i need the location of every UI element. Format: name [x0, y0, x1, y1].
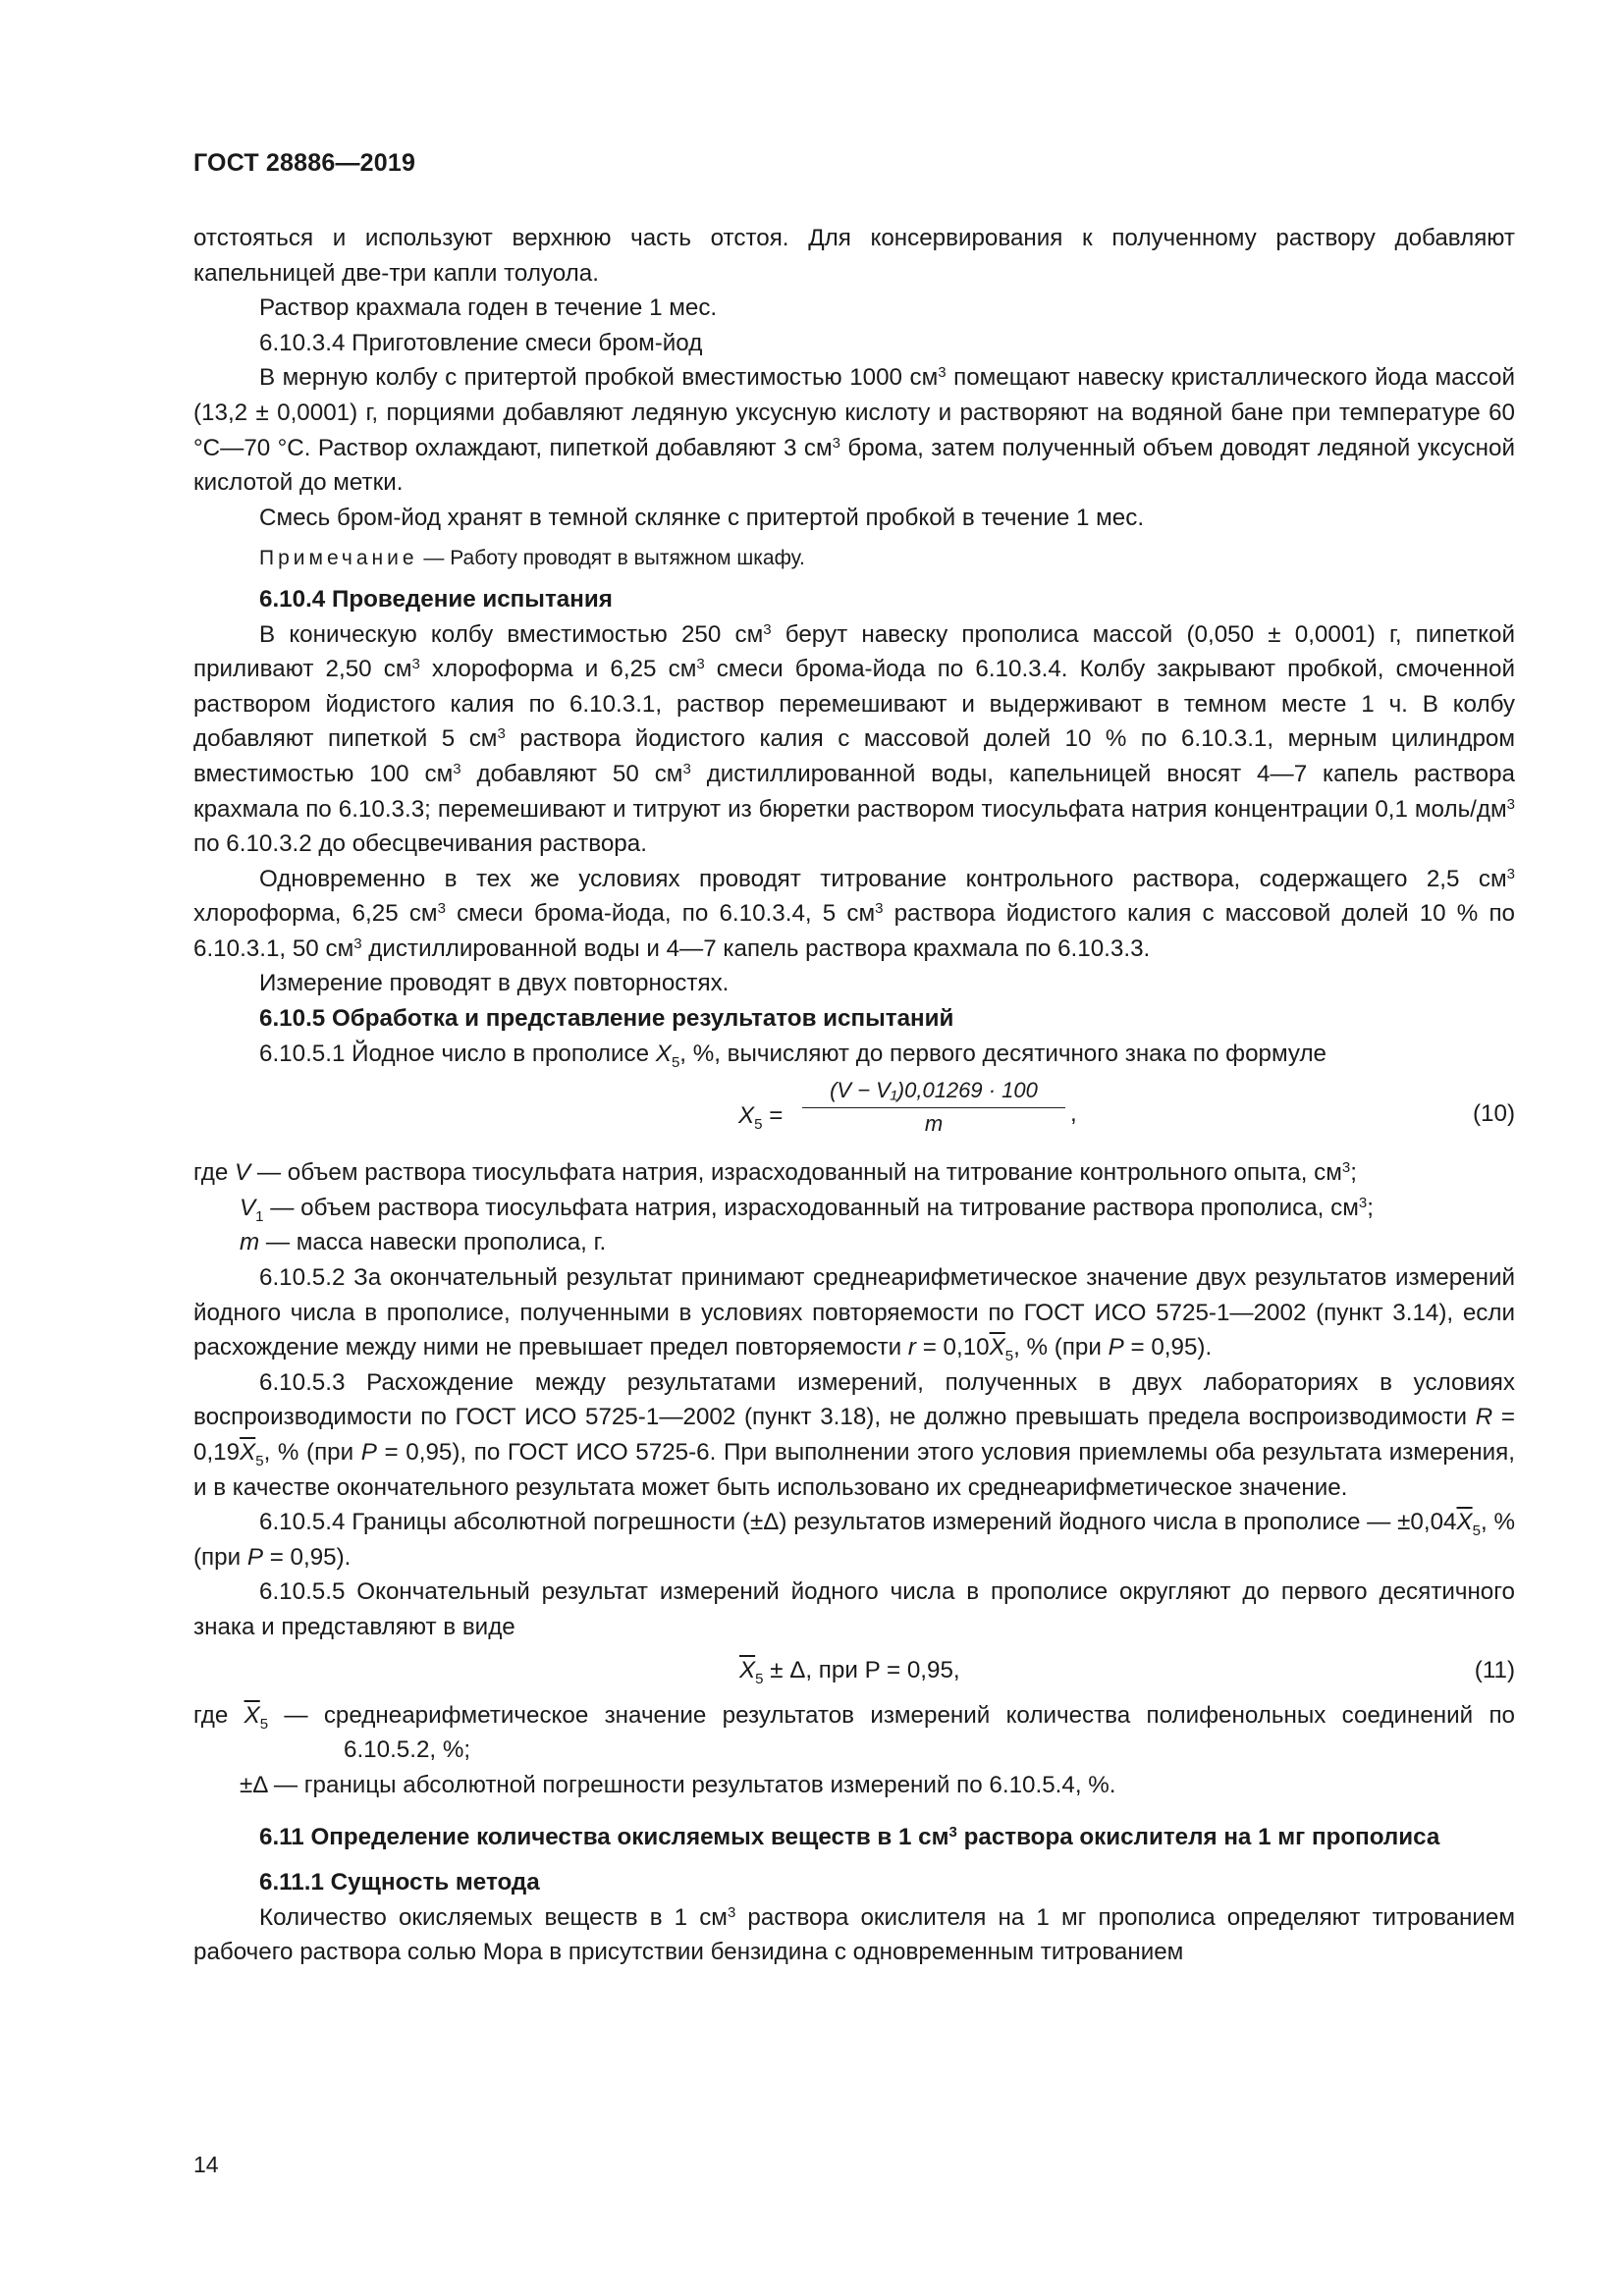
formula-number: (11) [1474, 1656, 1515, 1683]
paragraph: Одновременно в тех же условиях проводят титрование контрольного раствора, содержащего 2,5 $см^3$ хлороформа, 6,25 $см^3$ смеси брома-йода, по 6.10.3.4, 5 $см^3$ раствора йодистого калия с массовой долей 10 % по 6.10.3.1, 50 $см^3$ дистиллированной воды и 4—7 капель раствора крахмала по 6.10.3.3. [193, 865, 1516, 962]
paragraph: 6.10.5.3 Расхождение между результатами измерений, полученных в двух лабораториях в условиях воспроизводимости по ГОСТ ИСО 5725-1—2002 (пункт 3.18), не должно превышать предела воспроизводимости $R = 0,19\overline{X}_5$, % (при P = 0,95), по ГОСТ ИСО 5725-6. При выполнении этого условия приемлемы оба результата измерения, и в качестве окончательного результата может быть использовано их среднеарифметическое значение. [193, 1368, 1515, 1501]
where-clause: $V_1$ — объем раствора тиосульфата натрия, израсходованный на титрование раствора прополиса, $см^3$; [240, 1194, 1374, 1225]
section-heading: 6.10.4 Проведение испытания [259, 585, 613, 613]
where-clause: где V — объем раствора тиосульфата натрия, израсходованный на титрование контрольного опыта, $см^3$; [193, 1159, 1357, 1187]
formula-expression: $\overline{X}_5 \pm \Delta$, при P = 0,95, [739, 1656, 960, 1687]
paragraph: 6.10.5.2 За окончательный результат принимают среднеарифметическое значение двух результатов измерений йодного числа в прополисе, полученными в условиях повторяемости по ГОСТ ИСО 5725-1—2002 (пункт 3.14), если расхождение между ними не превышает предел повторяемости $r = 0,10\overline{X}_5$, % (при P = 0,95). [193, 1264, 1515, 1365]
paragraph: Количество окисляемых веществ в 1 $см^3$ раствора окислителя на 1 мг прополиса определяют титрованием рабочего раствора солью Мора в присутствии бензидина с одновременным титрованием [193, 1903, 1516, 1966]
where-clause: где $\overline{X}_5$ — среднеарифметическое значение результатов измерений количества полифенольных соединений по 6.10.5.2, %; [193, 1701, 1515, 1764]
note: Примечание — Работу проводят в вытяжном шкафу. [259, 547, 805, 570]
where-clause: m — масса навески прополиса, г. [240, 1229, 607, 1256]
formula-fraction [802, 1075, 1065, 1140]
document-body [193, 221, 1515, 1970]
formula-lhs: $X_5$ = [738, 1102, 784, 1134]
where-clause: ±Δ — границы абсолютной погрешности результатов измерений по 6.10.5.4, %. [240, 1771, 1116, 1798]
formula-numerator: (V − V₁)0,01269 · 100 [802, 1075, 1065, 1108]
page-number: 14 [193, 2152, 219, 2177]
paragraph: Раствор крахмала годен в течение 1 мес. [259, 294, 718, 322]
paragraph: 6.10.5.4 Границы абсолютной погрешности (±Δ) результатов измерений йодного числа в прополисе — $\pm 0,04\overline{X}_5$, % (при P = 0,95). [193, 1509, 1515, 1571]
paragraph: В мерную колбу с притертой пробкой вместимостью 1000 $см^3$ помещают навеску кристаллического йода массой (13,2 ± 0,0001) г, порциями добавляют ледяную уксусную кислоту и растворяют на водяной бане при температуре 60 °С—70 °С. Раствор охлаждают, пипеткой добавляют 3 $см^3$ брома, затем полученный объем доводят ледяной уксусной кислотой до метки. [193, 364, 1515, 497]
paragraph: 6.10.5.5 Окончательный результат измерений йодного числа в прополисе округляют до первого десятичного знака и представляют в виде [193, 1578, 1515, 1640]
note-label: Примечание [259, 547, 418, 570]
formula-number: (10) [1472, 1100, 1515, 1128]
section-heading: 6.11.1 Сущность метода [259, 1868, 540, 1896]
section-heading: 6.11 Определение количества окисляемых веществ в 1 $см^3$ раствора окислителя на 1 мг прополиса [259, 1824, 1440, 1851]
paragraph: В коническую колбу вместимостью 250 $см^3$ берут навеску прополиса массой (0,050 ± 0,0001) г, пипеткой приливают 2,50 $см^3$ хлороформа и 6,25 $см^3$ смеси брома-йода по 6.10.3.4. Колбу закрывают пробкой, смоченной раствором йодистого калия по 6.10.3.1, раствор перемешивают и выдерживают в темном месте 1 ч. В колбу добавляют пипеткой 5 $см^3$ раствора йодистого калия с массовой долей 10 % по 6.10.3.1, мерным цилиндром вместимостью 100 $см^3$ добавляют 50 $см^3$ дистиллированной воды, капельницей вносят 4—7 капель раствора крахмала по 6.10.3.3; перемешивают и титруют из бюретки раствором тиосульфата натрия концентрации 0,1 моль/$дм^3$ по 6.10.3.2 до обесцвечивания раствора. [193, 620, 1516, 858]
paragraph: Смесь бром-йод хранят в темной склянке с притертой пробкой в течение 1 мес. [259, 504, 1145, 531]
document-header: ГОСТ 28886—2019 [193, 149, 416, 177]
paragraph: 6.10.5.1 Йодное число в прополисе $X_5$, %, вычисляют до первого десятичного знака по формуле [259, 1040, 1327, 1071]
formula-denominator: m [924, 1111, 944, 1137]
paragraph: отстояться и используют верхнюю часть отстоя. Для консервирования к полученному раствору добавляют капельницей две-три капли толуола. [193, 225, 1515, 287]
formula-11 [193, 1649, 1515, 1692]
section-heading: 6.10.5 Обработка и представление результатов испытаний [259, 1005, 954, 1033]
formula-10: $X_5$ = $\frac{\text{(V − V₁)0,01269 · 100}}{m}$ , (10) [193, 1075, 1515, 1153]
paragraph: Измерение проводят в двух повторностях. [259, 970, 730, 997]
subsection-title: 6.10.3.4 Приготовление смеси бром-йод [259, 329, 703, 356]
